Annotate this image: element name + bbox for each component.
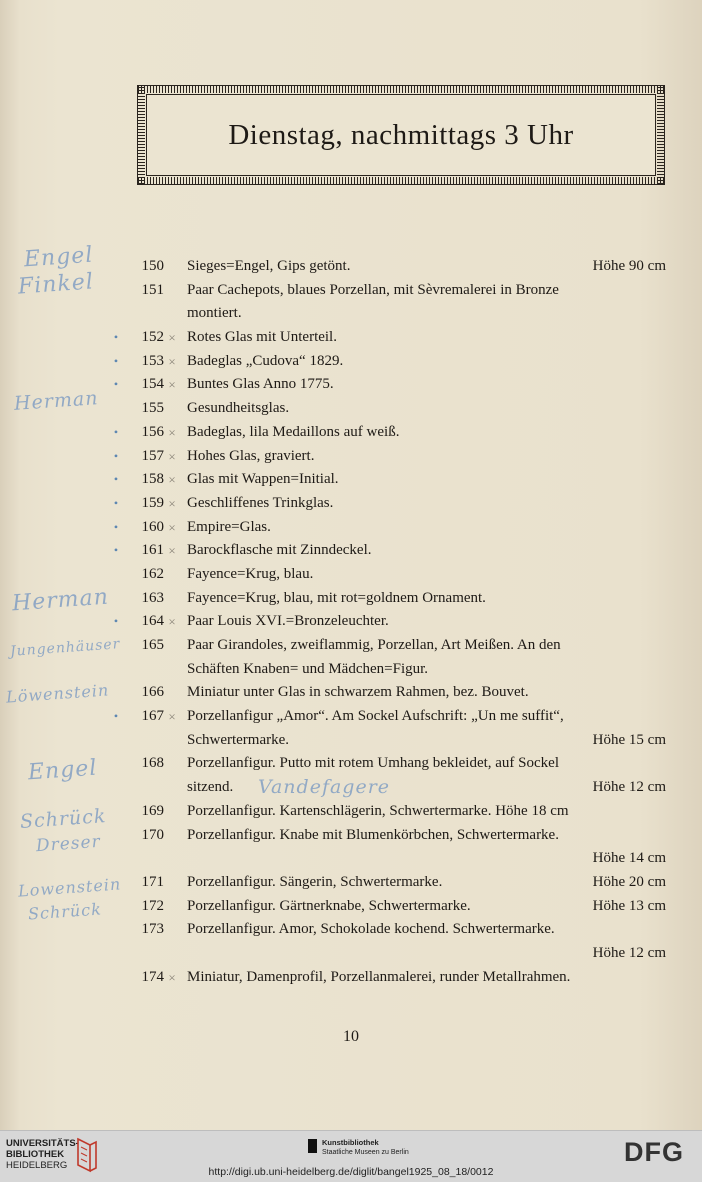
lot-number: 164 <box>141 613 164 630</box>
lot-height: Höhe 13 cm <box>592 897 666 914</box>
lot-entry <box>0 373 702 397</box>
lot-description: Buntes Glas Anno 1775. <box>187 376 334 393</box>
lot-entry <box>0 705 702 729</box>
lot-description: Porzellanfigur. Putto mit rotem Umhang bekleidet, auf Sockel <box>187 755 560 772</box>
lot-entry <box>0 610 702 634</box>
pencil-annotation: Engel <box>23 242 95 273</box>
lot-description: Gesundheitsglas. <box>187 400 290 417</box>
pencil-annotation: Herman <box>13 387 100 415</box>
lot-number: 172 <box>141 897 164 914</box>
lot-entry <box>0 847 702 871</box>
lot-entry <box>0 397 702 421</box>
lot-entry <box>0 918 702 942</box>
lot-entry <box>0 658 702 682</box>
blue-dot-mark: • <box>113 448 119 463</box>
lot-number: 161 <box>141 542 164 559</box>
lot-description: Porzellanfigur. Kartenschlägerin, Schwertermarke. Höhe 18 cm <box>187 802 569 819</box>
lot-number: 157 <box>141 447 164 464</box>
pencil-annotation: Dreser <box>35 831 102 857</box>
pencil-annotation: Jungenhäuser <box>9 636 121 660</box>
lot-description: Miniatur, Damenprofil, Porzellanmalerei, runder Metallrahmen. <box>187 968 571 985</box>
lot-description: Badeglas „Cudova“ 1829. <box>187 352 344 369</box>
pencil-cross-mark: × <box>168 519 176 535</box>
blue-dot-mark: • <box>113 709 119 724</box>
lot-description: Empire=Glas. <box>187 518 271 535</box>
lot-entry <box>0 752 702 776</box>
lot-number: 167 <box>141 708 164 725</box>
lot-entry <box>0 492 702 516</box>
lot-number: 155 <box>141 400 164 417</box>
pencil-cross-mark: × <box>168 969 176 985</box>
lot-description: Miniatur unter Glas in schwarzem Rahmen, bez. Bouvet. <box>187 684 529 701</box>
lot-number: 151 <box>141 281 164 298</box>
lot-number: 170 <box>141 826 164 843</box>
blue-dot-mark: • <box>113 614 119 629</box>
lot-number: 169 <box>141 802 164 819</box>
lot-number: 173 <box>141 921 164 938</box>
dfg-logo[interactable]: DFG <box>624 1137 684 1167</box>
lot-number: 174 <box>141 968 164 985</box>
kunstbibliothek-logo[interactable] <box>322 1138 409 1157</box>
lot-entry <box>0 468 702 492</box>
pencil-annotation: Herman <box>11 584 110 617</box>
uni-logo-line: BIBLIOTHEK <box>6 1149 65 1160</box>
lot-entry <box>0 516 702 540</box>
lot-description: Porzellanfigur „Amor“. Am Sockel Aufschrift: „Un me suffit“, <box>187 708 564 725</box>
lot-description: Porzellanfigur. Knabe mit Blumenkörbchen, Schwertermarke. <box>187 826 559 843</box>
lot-entry <box>0 587 702 611</box>
lot-description: Schwertermarke. <box>187 731 290 748</box>
uni-logo-line: UNIVERSITÄTS- <box>6 1138 79 1149</box>
title-frame-inner <box>146 94 656 176</box>
lot-number: 166 <box>141 684 164 701</box>
lot-description: montiert. <box>187 305 242 322</box>
lot-entry <box>0 634 702 658</box>
lot-description: Glas mit Wappen=Initial. <box>187 471 339 488</box>
lot-number: 156 <box>141 423 164 440</box>
pencil-annotation: Schrück <box>27 899 103 924</box>
pencil-cross-mark: × <box>168 472 176 488</box>
lot-height: Höhe 20 cm <box>592 873 666 890</box>
lot-entry <box>0 279 702 303</box>
session-title: Dienstag, nachmittags 3 Uhr <box>228 118 574 151</box>
lot-entry <box>0 729 702 753</box>
lot-description: Porzellanfigur. Gärtnerknabe, Schwertermarke. <box>187 897 471 914</box>
kunstbibliothek-icon <box>308 1139 317 1153</box>
lot-entry <box>0 871 702 895</box>
lot-entry <box>0 776 702 800</box>
uni-logo-line: HEIDELBERG <box>6 1160 68 1171</box>
lot-entry <box>0 445 702 469</box>
lot-height: Höhe 15 cm <box>592 731 666 748</box>
pencil-cross-mark: × <box>168 448 176 464</box>
blue-dot-mark: • <box>113 472 119 487</box>
blue-dot-mark: • <box>113 330 119 345</box>
permalink-url[interactable]: http://digi.ub.uni-heidelberg.de/diglit/bangel1925_08_18/0012 <box>208 1166 494 1178</box>
lot-height: Höhe 14 cm <box>592 850 666 867</box>
lot-description: Paar Louis XVI.=Bronzeleuchter. <box>187 613 389 630</box>
pencil-annotation: Vandefagere <box>258 776 391 798</box>
lot-height: Höhe 12 cm <box>592 779 666 796</box>
lot-entry <box>0 563 702 587</box>
blue-dot-mark: • <box>113 424 119 439</box>
lot-description: Porzellanfigur. Sängerin, Schwertermarke. <box>187 873 443 890</box>
lot-entry <box>0 421 702 445</box>
lot-entry <box>0 895 702 919</box>
pencil-cross-mark: × <box>168 424 176 440</box>
lot-number: 163 <box>141 589 164 606</box>
pencil-cross-mark: × <box>168 353 176 369</box>
lot-description: Geschliffenes Trinkglas. <box>187 494 334 511</box>
lot-entry <box>0 800 702 824</box>
lot-description: Rotes Glas mit Unterteil. <box>187 329 337 346</box>
lot-number: 171 <box>141 873 164 890</box>
lot-height: Höhe 12 cm <box>592 944 666 961</box>
kb-line: Staatliche Museen zu Berlin <box>322 1149 409 1156</box>
lot-description: Barockflasche mit Zinndeckel. <box>187 542 372 559</box>
lot-description: Schäften Knaben= und Mädchen=Figur. <box>187 660 429 677</box>
lot-description: Paar Girandoles, zweiflammig, Porzellan, Art Meißen. An den <box>187 637 561 653</box>
lot-entry <box>0 350 702 374</box>
pencil-cross-mark: × <box>168 495 176 511</box>
blue-dot-mark: • <box>113 495 119 510</box>
lot-number: 159 <box>141 494 164 511</box>
blue-dot-mark: • <box>113 519 119 534</box>
lot-description: Sieges=Engel, Gips getönt. <box>187 258 351 274</box>
lot-number: 158 <box>141 471 164 488</box>
lot-number: 162 <box>141 565 164 582</box>
pencil-cross-mark: × <box>168 377 176 393</box>
pencil-cross-mark: × <box>168 709 176 725</box>
pencil-cross-mark: × <box>168 543 176 559</box>
lot-description: Porzellanfigur. Amor, Schokolade kochend. Schwertermarke. <box>187 921 555 938</box>
lot-number: 152 <box>141 329 164 346</box>
lot-entry <box>0 824 702 848</box>
lot-entry <box>0 539 702 563</box>
blue-dot-mark: • <box>113 543 119 558</box>
pencil-annotation: Engel <box>27 755 99 786</box>
lot-description: sitzend. <box>187 779 234 796</box>
blue-dot-mark: • <box>113 377 119 392</box>
lot-number: 168 <box>141 755 164 772</box>
lot-number: 165 <box>141 637 164 653</box>
blue-dot-mark: • <box>113 353 119 368</box>
lot-description: Hohes Glas, graviert. <box>187 447 315 464</box>
lot-description: Fayence=Krug, blau, mit rot=goldnem Ornament. <box>187 589 486 606</box>
lot-description: Fayence=Krug, blau. <box>187 565 314 582</box>
lot-entry <box>0 942 702 966</box>
lot-entry <box>0 681 702 705</box>
pencil-annotation: Löwenstein <box>5 680 110 707</box>
lot-entry <box>0 255 702 279</box>
pencil-annotation: Finkel <box>17 269 95 300</box>
kb-line: Kunstbibliothek <box>322 1138 379 1147</box>
pencil-annotation: Lowenstein <box>17 874 122 901</box>
lot-list <box>0 255 702 989</box>
lot-number: 150 <box>141 258 164 274</box>
lot-description: Paar Cachepots, blaues Porzellan, mit Sèvremalerei in Bronze <box>187 281 559 298</box>
pencil-annotation: Schrück <box>19 805 108 833</box>
pencil-cross-mark: × <box>168 614 176 630</box>
title-frame <box>137 85 665 185</box>
pencil-cross-mark: × <box>168 330 176 346</box>
lot-height: Höhe 90 cm <box>592 258 666 274</box>
lot-number: 154 <box>141 376 164 393</box>
lot-entry <box>0 326 702 350</box>
lot-entry <box>0 966 702 990</box>
lot-entry <box>0 302 702 326</box>
page-number: 10 <box>343 1028 359 1045</box>
lot-number: 153 <box>141 352 164 369</box>
lot-number: 160 <box>141 518 164 535</box>
lot-description: Badeglas, lila Medaillons auf weiß. <box>187 423 400 440</box>
